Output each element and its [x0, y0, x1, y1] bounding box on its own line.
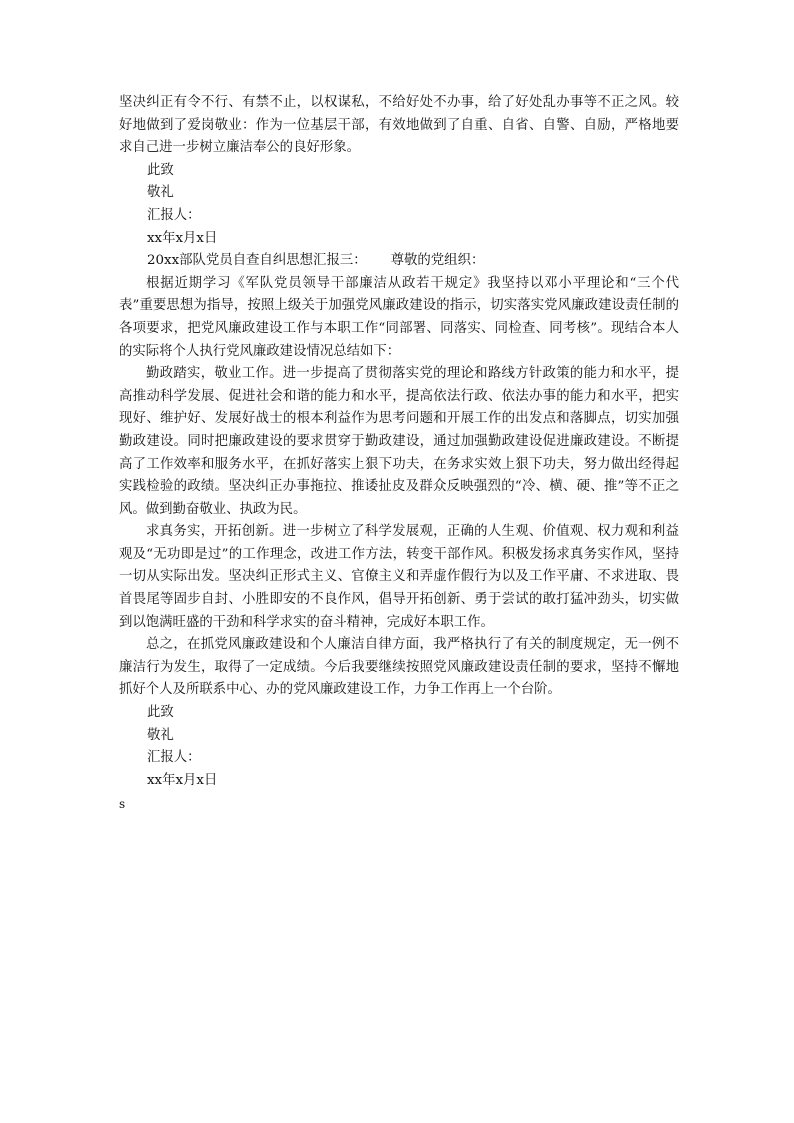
document-page: [119, 92, 679, 814]
intro-paragraph: 坚决纠正有令不行、有禁不止，以权谋私，不给好处不办事，给了好处乱办事等不正之风。较好地做到了爱岗敬业：作为一位基层干部，有效地做到了自重、自省、自警、自励，严格地要求自己进一步树立廉洁奉公的良好形象。: [119, 95, 679, 156]
closing-date: xx年x月x日: [147, 230, 218, 246]
closing-reporter: 汇报人：: [147, 207, 201, 223]
closing-date-2: xx年x月x日: [147, 772, 218, 788]
closing-ci-zhi: 此致: [147, 162, 174, 178]
paragraph-4: 总之，在抓党风廉政建设和个人廉洁自律方面，我严格执行了有关的制度规定，无一例不廉洁行为发生，取得了一定成绩。今后我要继续按照党风廉政建设责任制的要求，坚持不懈地抓好个人及所联系中心、办的党风廉政建设工作，力争工作再上一个台阶。: [119, 637, 679, 698]
closing-reporter-2: 汇报人：: [147, 750, 201, 766]
section-title-line: [119, 250, 679, 273]
paragraph-1: 根据近期学习《军队党员领导干部廉洁从政若干规定》我坚持以邓小平理论和“三个代表”重要思想为指导，按照上级关于加强党风廉政建设的指示，切实落实党风廉政建设责任制的各项要求，把党风廉政建设工作与本职工作“同部署、同落实、同检查、同考核”。现结合本人的实际将个人执行党风廉政建设情况总结如下：: [119, 275, 679, 359]
paragraph-3: 求真务实，开拓创新。进一步树立了科学发展观，正确的人生观、价值观、权力观和利益观及“无功即是过”的工作理念，改进工作方法，转变干部作风。积极发扬求真务实作风，坚持一切从实际出发。坚决纠正形式主义、官僚主义和弄虚作假行为以及工作平庸、不求进取、畏首畏尾等固步自封、小胜即安的不良作风，倡导开拓创新、勇于尝试的敢打猛冲劲头，切实做到以饱满旺盛的干劲和科学求实的奋斗精神，完成好本职工作。: [119, 524, 679, 630]
paragraph-2: 勤政踏实，敬业工作。进一步提高了贯彻落实党的理论和路线方针政策的能力和水平，提高推动科学发展、促进社会和谐的能力和水平，提高依法行政、依法办事的能力和水平，把实现好、维护好、发展好战士的根本利益作为思考问题和开展工作的出发点和落脚点，切实加强勤政建设。同时把廉政建设的要求贯穿于勤政建设，通过加强勤政建设促进廉政建设。不断提高了工作效率和服务水平，在抓好落实上狠下功夫，在务求实效上狠下功夫，努力做出经得起实践检验的政绩。坚决纠正办事拖拉、推诿扯皮及群众反映强烈的“冷、横、硬、推”等不正之风。做到勤奋敬业、执政为民。: [119, 366, 679, 517]
closing-jing-li-2: 敬礼: [147, 727, 174, 743]
closing-ci-zhi-2: 此致: [147, 705, 174, 721]
closing-jing-li: 敬礼: [147, 185, 174, 201]
section-title: 20xx部队党员自查自纠思想汇报三：: [147, 253, 367, 269]
stray-character: s: [119, 797, 126, 812]
salutation: 尊敬的党组织：: [390, 253, 485, 269]
